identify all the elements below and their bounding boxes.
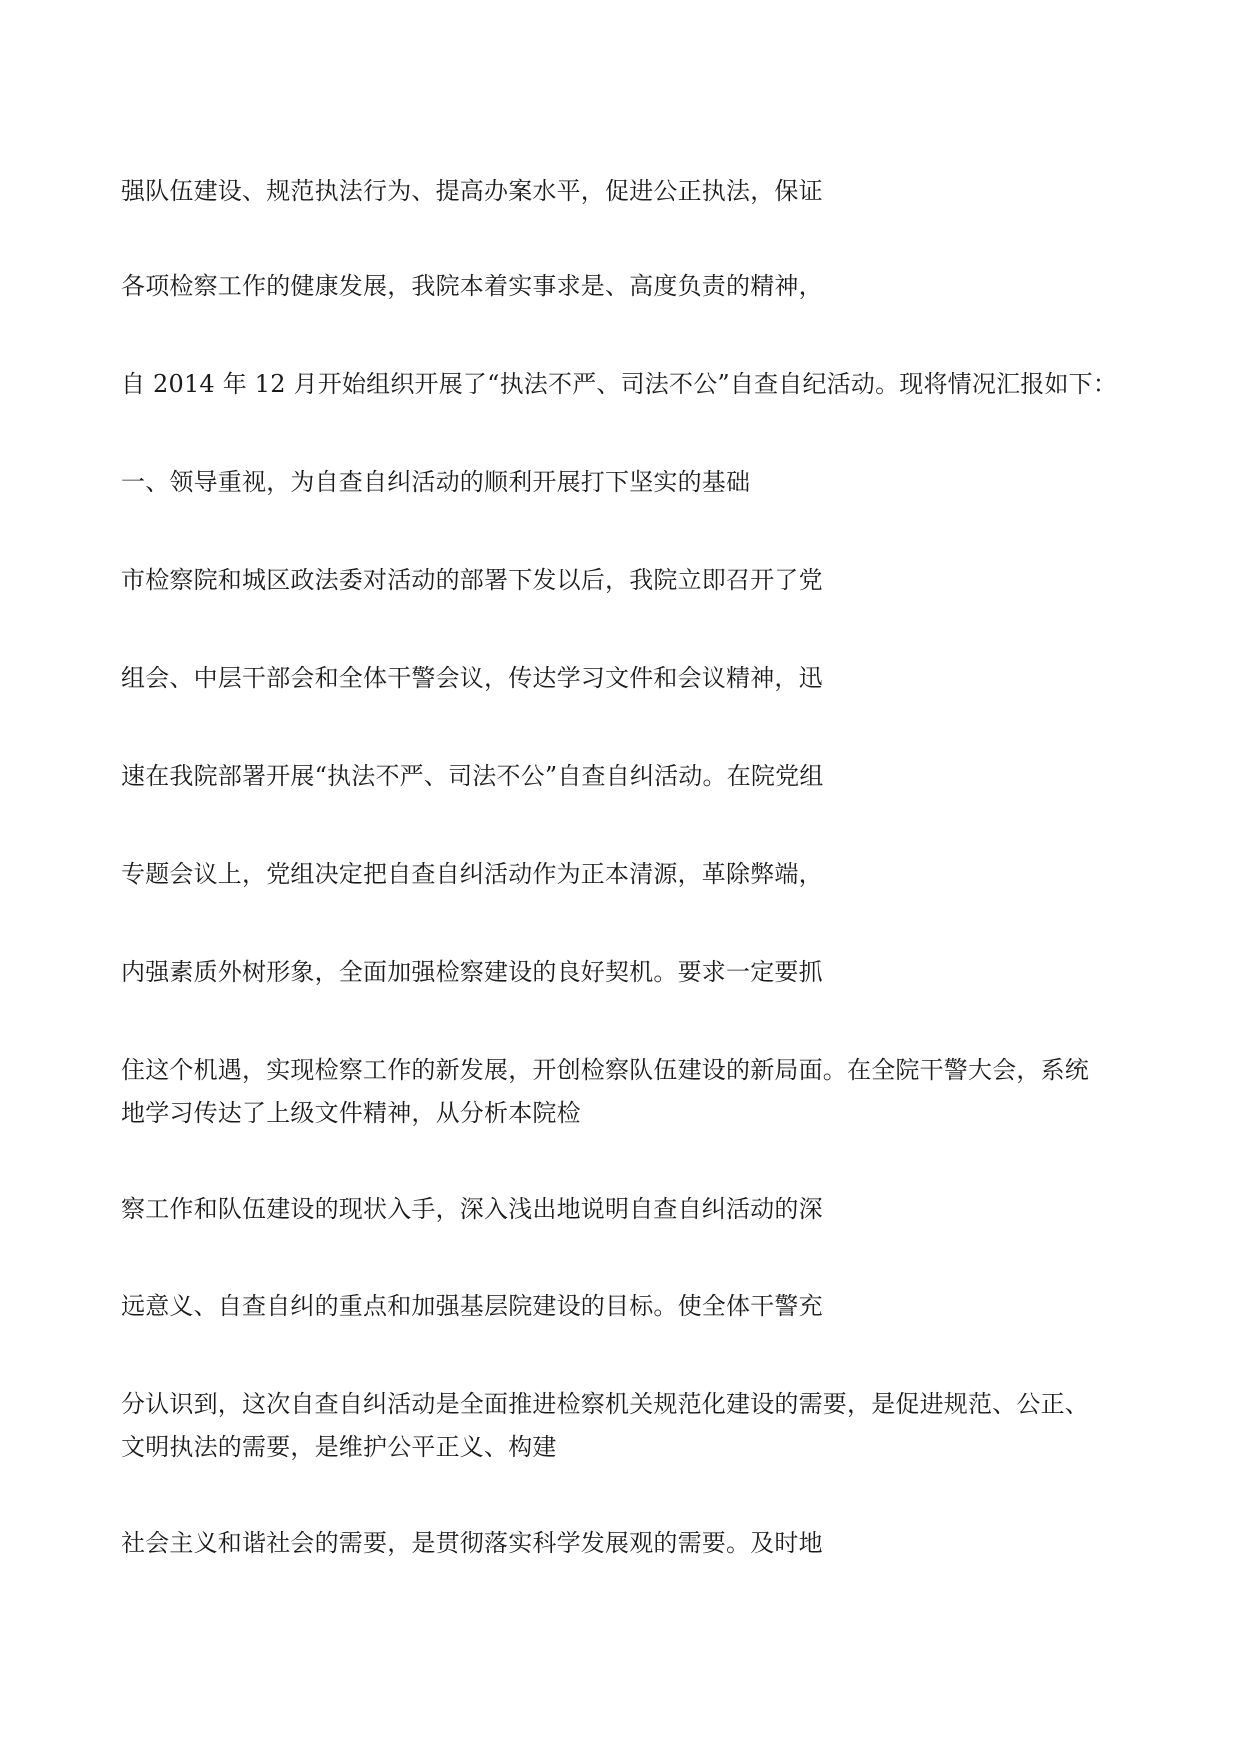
text-line: 内强素质外树形象，全面加强检察建设的良好契机。要求一定要抓 — [121, 958, 823, 986]
text-line: 察工作和队伍建设的现状入手，深入浅出地说明自查自纠活动的深 — [121, 1195, 823, 1223]
section-heading: 一、领导重视，为自查自纠活动的顺利开展打下坚实的基础 — [121, 468, 751, 496]
text-line: 强队伍建设、规范执法行为、提高办案水平，促进公正执法，保证 — [121, 177, 823, 205]
text-line: 文明执法的需要，是维护公平正义、构建 — [121, 1433, 557, 1461]
text-line: 分认识到，这次自查自纠活动是全面推进检察机关规范化建设的需要，是促进规范、公正、 — [121, 1390, 1089, 1418]
text-line: 专题会议上，党组决定把自查自纠活动作为正本清源，革除弊端， — [121, 860, 823, 888]
text-line: 社会主义和谐社会的需要，是贯彻落实科学发展观的需要。及时地 — [121, 1529, 823, 1557]
text-line: 住这个机遇，实现检察工作的新发展，开创检察队伍建设的新局面。在全院干警大会，系统 — [121, 1056, 1089, 1084]
text-line: 自 2014 年 12 月开始组织开展了“执法不严、司法不公”自查自纪活动。现将情况汇报如下： — [121, 370, 1118, 398]
text-line: 各项检察工作的健康发展，我院本着实事求是、高度负责的精神， — [121, 272, 823, 300]
text-line: 远意义、自查自纠的重点和加强基层院建设的目标。使全体干警充 — [121, 1292, 823, 1320]
text-line: 组会、中层干部会和全体干警会议，传达学习文件和会议精神，迅 — [121, 664, 823, 692]
text-line: 地学习传达了上级文件精神，从分析本院检 — [121, 1099, 581, 1127]
text-line: 速在我院部署开展“执法不严、司法不公”自查自纠活动。在院党组 — [121, 762, 824, 790]
text-line: 市检察院和城区政法委对活动的部署下发以后，我院立即召开了党 — [121, 566, 823, 594]
